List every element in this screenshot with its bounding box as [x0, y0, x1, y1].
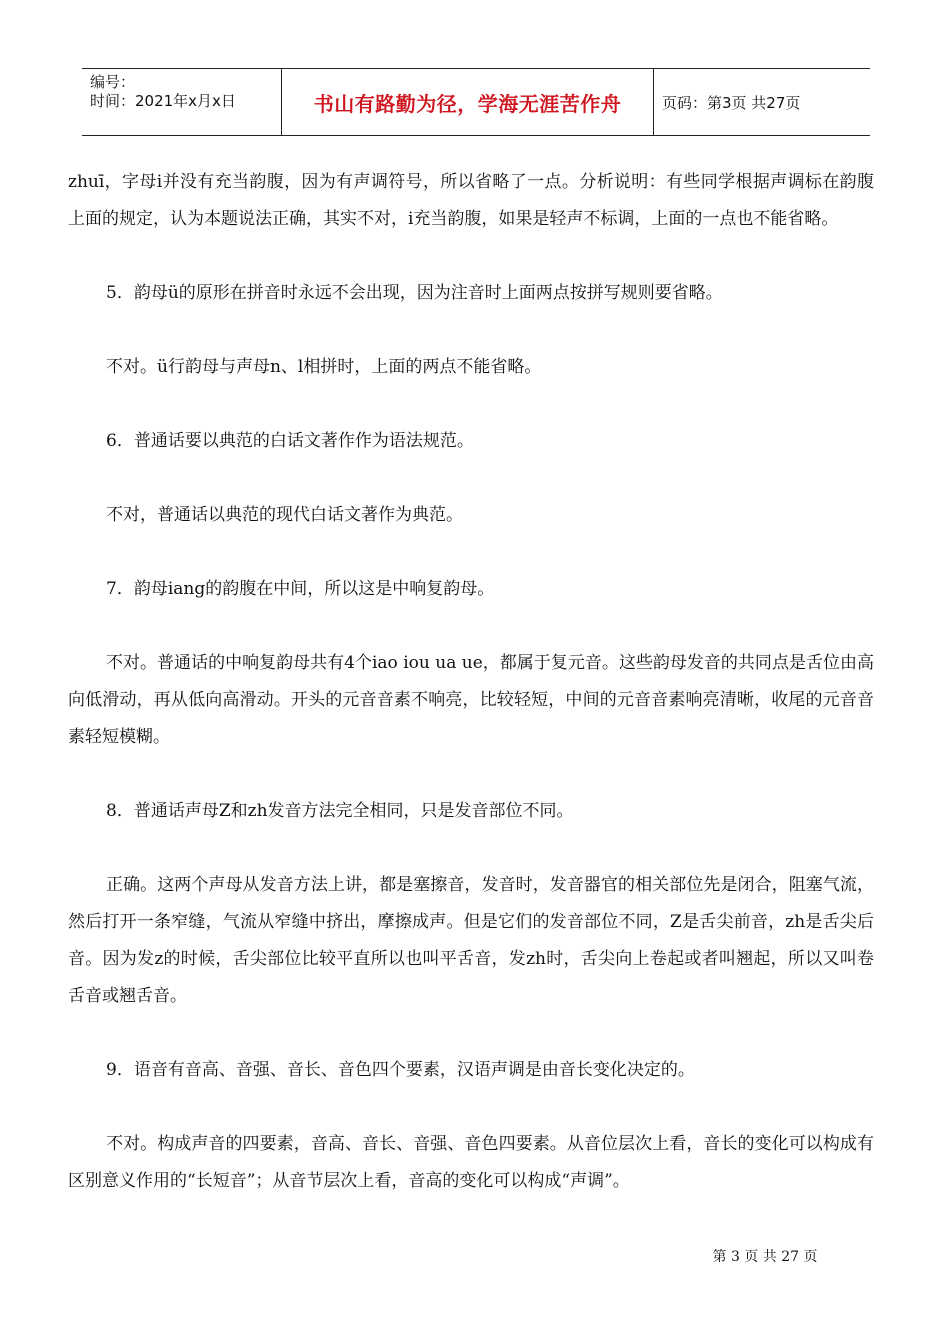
answer-5: 不对。ü行韵母与声母n、l相拼时，上面的两点不能省略。: [106, 357, 542, 377]
answer-9: 不对。构成声音的四要素，音高、音长、音强、音色四要素。从音位层次上看，音长的变化可以构成有区别意义作用的“长短音”；从音节层次上看，音高的变化可以构成“声调”。: [68, 1134, 874, 1191]
paragraph-continued-answer: zhuī，字母i并没有充当韵腹，因为有声调符号，所以省略了一点。分析说明：有些同学根据声调标在韵腹上面的规定，认为本题说法正确，其实不对，i充当韵腹，如果是轻声不标调，上面的一点也不能省略。: [68, 172, 874, 229]
answer-8: 正确。这两个声母从发音方法上讲，都是塞擦音，发音时，发音器官的相关部位先是闭合，阻塞气流，然后打开一条窄缝，气流从窄缝中挤出，摩擦成声。但是它们的发音部位不同，Z是舌尖前音，zh是舌尖后音。因为发z的时候，舌尖部位比较平直所以也叫平舌音，发zh时，舌尖向上卷起或者叫翘起，所以又叫卷舌音或翘舌音。: [68, 875, 874, 1006]
answer-7: 不对。普通话的中响复韵母共有4个iao iou ua ue，都属于复元音。这些韵母发音的共同点是舌位由高向低滑动，再从低向高滑动。开头的元音音素不响亮，比较轻短，中间的元音音素响亮清晰，收尾的元音音素轻短模糊。: [68, 653, 874, 747]
question-5: 5．韵母ü的原形在拼音时永远不会出现，因为注音时上面两点按拼写规则要省略。: [106, 283, 723, 303]
document-body: [68, 164, 874, 1200]
header-meta: [82, 69, 282, 135]
question-8: 8．普通话声母Z和zh发音方法完全相同，只是发音部位不同。: [106, 801, 574, 821]
document-number-label: 编号：: [90, 73, 136, 91]
question-7: 7．韵母iang的韵腹在中间，所以这是中响复韵母。: [106, 579, 495, 599]
answer-6: 不对，普通话以典范的现代白话文著作为典范。: [106, 505, 463, 525]
page-footer: [0, 1246, 950, 1266]
question-6: 6．普通话要以典范的白话文著作作为语法规范。: [106, 431, 474, 451]
document-date: 时间：2021年x月x日: [90, 92, 236, 110]
footer-page-number: 第 3 页 共 27 页: [712, 1249, 818, 1265]
page-header: [82, 68, 870, 136]
header-page-info: 页码：第3页 共27页: [662, 93, 801, 112]
header-motto: 书山有路勤为径，学海无涯苦作舟: [282, 69, 654, 135]
question-9: 9．语音有音高、音强、音长、音色四个要素，汉语声调是由音长变化决定的。: [106, 1060, 695, 1080]
